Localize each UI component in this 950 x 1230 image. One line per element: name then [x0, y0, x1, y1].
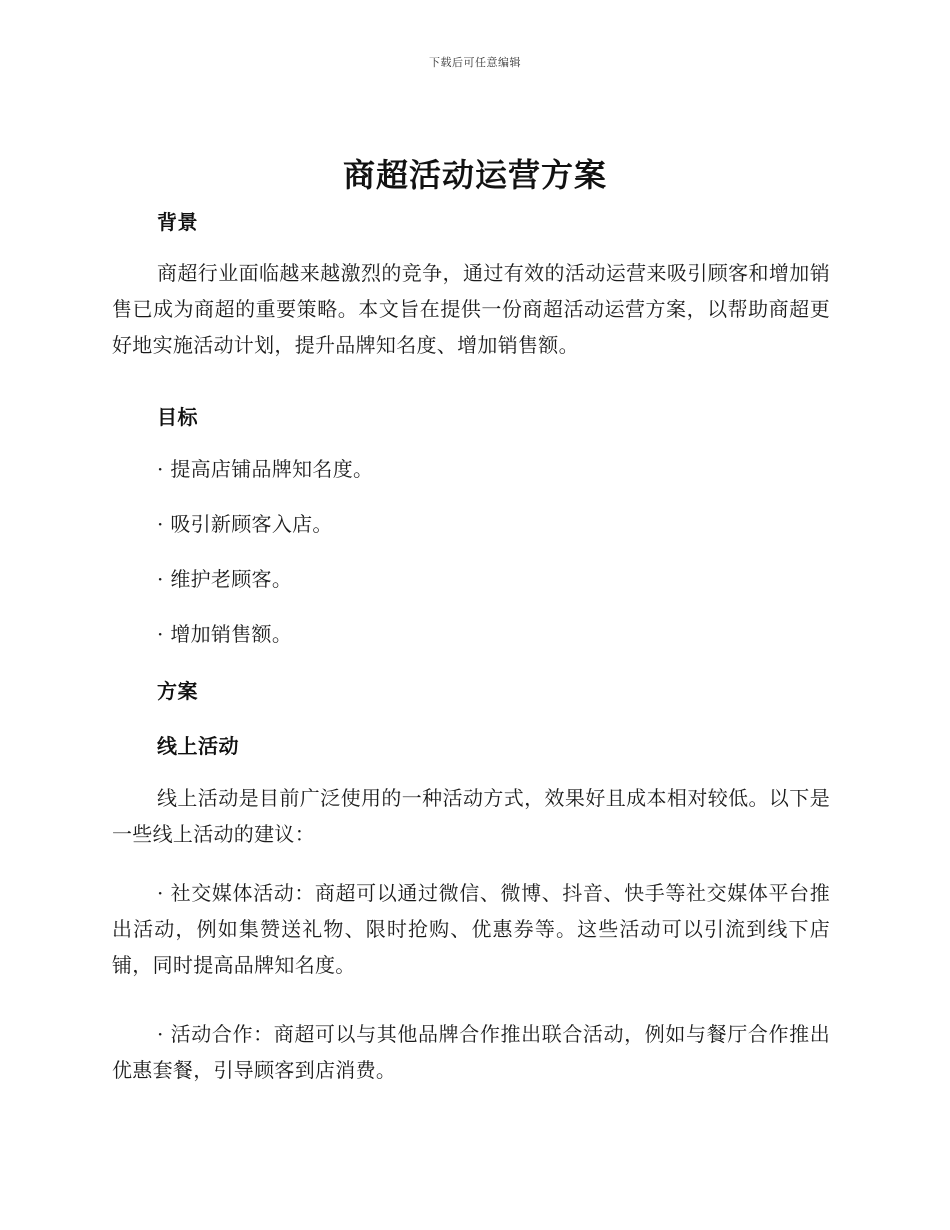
goal-item-3: · 维护老顾客。 [157, 567, 293, 591]
goal-item-4: · 增加销售额。 [157, 622, 293, 646]
background-paragraph: 商超行业面临越来越激烈的竞争，通过有效的活动运营来吸引顾客和增加销售已成为商超的重要策略。本文旨在提供一份商超活动运营方案，以帮助商超更好地实施活动计划，提升品牌知名度、增加销售额。 [112, 261, 830, 357]
online-intro-paragraph: 线上活动是目前广泛使用的一种活动方式，效果好且成本相对较低。以下是一些线上活动的建议： [112, 786, 830, 846]
online-item-social-media: · 社交媒体活动：商超可以通过微信、微博、抖音、快手等社交媒体平台推出活动，例如集赞送礼物、限时抢购、优惠券等。这些活动可以引流到线下店铺，同时提高品牌知名度。 [112, 881, 830, 977]
online-item-partnership: · 活动合作：商超可以与其他品牌合作推出联合活动，例如与餐厅合作推出优惠套餐，引导顾客到店消费。 [112, 1022, 830, 1082]
heading-plan: 方案 [157, 679, 198, 703]
heading-goals: 目标 [157, 405, 198, 429]
heading-online-activities: 线上活动 [157, 734, 239, 758]
goal-item-1: · 提高店铺品牌知名度。 [157, 457, 374, 481]
heading-background: 背景 [157, 210, 198, 234]
goal-item-2: · 吸引新顾客入店。 [157, 512, 333, 536]
document-title: 商超活动运营方案 [342, 156, 607, 194]
header-note: 下载后可任意编辑 [429, 56, 521, 69]
